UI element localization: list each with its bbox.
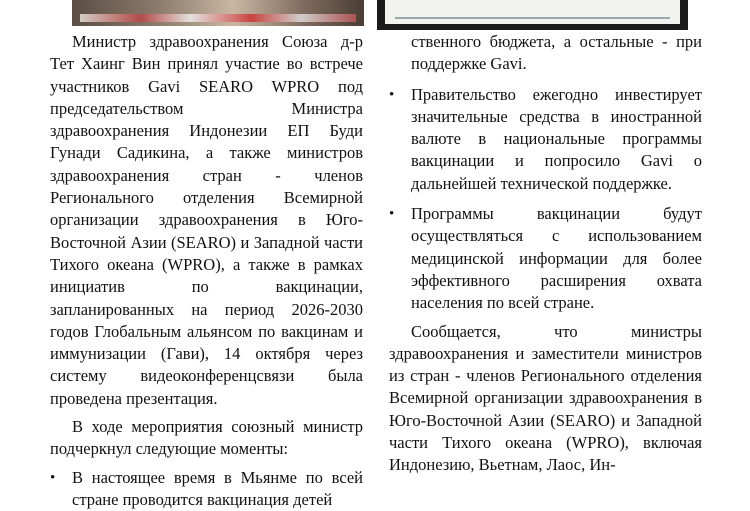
list-item: [389, 84, 702, 195]
paragraph-ministers: Сообщается, что министры здравоохранения и заместители министров из стран - членов Регионального отделения Всемирной организации здравоохранения в Юго-Восточной Азии (SEARO) и Западной части Тихого океана (WPRO), включая Индонезию, Вьетнам, Лаос, Ин-: [389, 321, 702, 475]
bullet-list-right: [389, 84, 702, 315]
screen-detail: [395, 17, 670, 19]
list-item-text: Правительство ежегодно инвестирует значительные средства в иностранной валюте в национальные программы вакцинации и попросило Gavi о дальнейшей технической поддержке.: [411, 84, 702, 193]
list-item: [389, 203, 702, 314]
right-column: [389, 31, 702, 477]
list-item-continued: ственного бюджета, а остальные - при поддержке Gavi.: [411, 32, 702, 74]
conference-screen: [385, 0, 680, 24]
list-item: [50, 467, 363, 511]
paragraph-points-intro: В ходе мероприятия союзный министр подчеркнул следующие моменты:: [50, 417, 363, 459]
list-item-text: Программы вакцинации будут осуществляться с использованием медицинской информации для более эффективного расширения охвата населения по всей стране.: [411, 204, 702, 313]
video-conference-photo: [377, 0, 688, 30]
bullet-icon: •: [389, 206, 395, 223]
bullet-icon: •: [50, 469, 56, 486]
paragraph-meeting: Министр здравоохранения Союза д-р Тет Хаинг Вин принял участие во встрече участников Gavi SEARO WPRO под председательством Министра здравоохранения Индонезии ЕП Буди Гунади Садикина, а также министров здравоохранения стран - членов Регионального отделения Всемирной организации здравоохранения в Юго-Восточной Азии (SEARO) и Западной части Тихого океана (WPRO), а также в рамках инициатив по вакцинации, запланированных на период 2026-2030 годов Глобальным альянсом по вакцинам и иммунизации (Гави), 14 октября через систему видеоконференцсвязи была проведена презентация.: [50, 32, 363, 408]
photo-detail: [80, 14, 356, 22]
left-column: [50, 31, 363, 511]
list-item-text: В настоящее время в Мьянме по всей стране проводится вакцинация детей: [72, 467, 363, 509]
bullet-icon: •: [389, 86, 395, 103]
meeting-photo: [72, 0, 364, 26]
bullet-list-left: [50, 467, 363, 511]
